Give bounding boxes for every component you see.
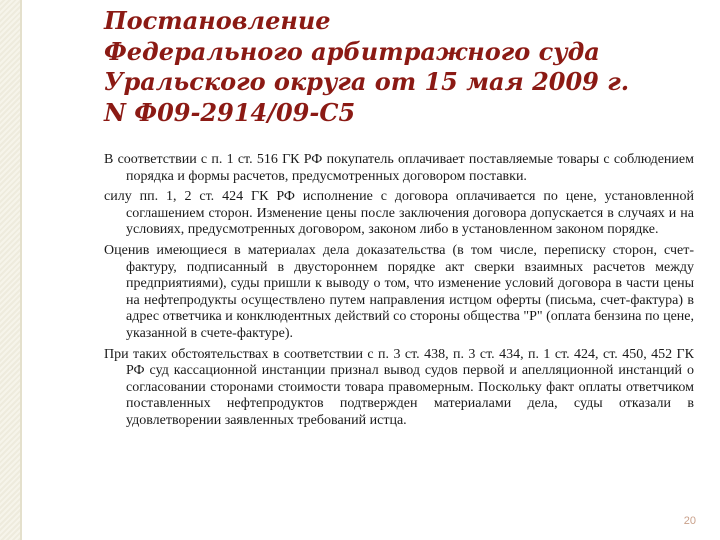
paragraph-article-424: силу пп. 1, 2 ст. 424 ГК РФ исполнение с договора оплачивается по цене, установленной соглашением сторон. Изменение цены после заключения договора допускается в случаях и на условиях, предусмотренных договором, законом либо в установленном законом порядке. [104,189,694,238]
paragraph-conclusion: При таких обстоятельствах в соответствии с п. 3 ст. 438, п. 3 ст. 434, п. 1 ст. 424, ст. 450, 452 ГК РФ суд кассационной инстанции признал вывод судов первой и апелляционной инстанций о согласовании сторонами стоимости товара правомерным. Поскольку факт оплаты ответчиком поставленных нефтепродуктов подтвержден материалами дела, суды отказали в удовлетворении заявленных требований истца. [104,346,694,428]
paragraph-article-516: В соответствии с п. 1 ст. 516 ГК РФ покупатель оплачивает поставляемые товары с соблюдением порядка и формы расчетов, предусмотренных договором поставки. [104,152,694,184]
title-line-2: Федерального арбитражного суда [104,36,600,66]
decorative-side-rule [20,0,22,540]
decorative-side-band [0,0,20,540]
title-line-1: Постановление [104,6,331,35]
title-line-4: N Ф09-2914/09-С5 [104,97,356,127]
title-line-3: Уральского округа от 15 мая 2009 г. [104,67,630,96]
paragraph-evidence-evaluation: Оценив имеющиеся в материалах дела доказательства (в том числе, переписку сторон, счет-фактуру, подписанный в двустороннем порядке акт сверки взаимных расчетов между предприятиями), суды пришли к выводу о том, что изменение условий договора в части цены на нефтепродукты осуществлено путем направления истцом оферты (письма, счет-фактура) в адрес ответчика и конклюдентных действий со стороны общества "Р" (оплата бензина по цене, указанной в счете-фактуре). [104,242,694,341]
page-number: 20 [683,515,696,527]
slide-body [104,152,694,433]
slide-title [104,6,694,128]
